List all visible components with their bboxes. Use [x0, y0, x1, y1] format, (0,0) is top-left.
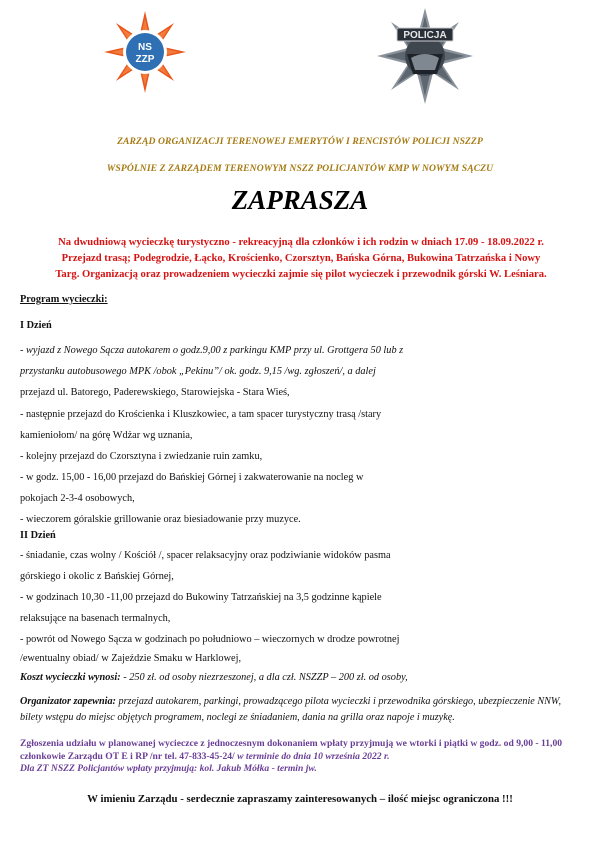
- day2-line-4: relaksujące na basenach termalnych,: [20, 613, 171, 624]
- day1-line-5: kamieniołom/ na górę Wdżar wg uznania,: [20, 430, 193, 441]
- registration-line-2-text: członkowie Zarządu OT E i RP /nr tel. 47-833-45-24/: [20, 750, 238, 762]
- day1-line-8: pokojach 2-3-4 osobowych,: [20, 493, 135, 504]
- intro-text: [16, 235, 586, 283]
- registration-deadline: w terminie do dnia 10 września 2022 r.: [237, 750, 390, 762]
- police-logo-text: POLICJA: [403, 30, 447, 41]
- day1-line-2: przystanku autobusowego MPK /obok „Pekinu”/ ok. godz. 9,15 /wg. zgłoszeń/, a dalej: [20, 366, 376, 377]
- organizer-info: [20, 694, 585, 726]
- registration-line-3: Dla ZT NSZZ Policjantów wpłaty przyjmują: kol. Jakub Mółka - termin jw.: [20, 763, 317, 775]
- svg-text:ZZP: ZZP: [135, 54, 155, 65]
- policja-logo: [375, 6, 475, 106]
- svg-text:NS: NS: [138, 42, 152, 53]
- page-title: ZAPRASZA: [231, 185, 369, 215]
- day1-line-1: - wyjazd z Nowego Sącza autokarem o godz.9,00 z parkingu KMP przy ul. Grottgera 50 lub z: [20, 345, 404, 356]
- registration-info: [20, 738, 590, 776]
- police-star-icon: [375, 6, 475, 106]
- organizer-text: przejazd autokarem, parkingi, prowadzącego pilota wycieczki i przewodnika górskiego, ubezpieczenie NNW, bilety wstępu do miejsc objętych programem, noclegi ze śniadaniem, dania na grilla oraz napoje i muzykę.: [20, 696, 562, 723]
- closing-invitation: W imieniu Zarządu - serdecznie zapraszamy zainteresowanych – ilość miejsc ograniczona !!!: [87, 793, 513, 805]
- day2-line-2: górskiego i okolic z Bańskiej Górnej,: [20, 571, 174, 582]
- cost-label: Koszt wycieczki wynosi:: [20, 672, 121, 683]
- intro-line-2: Przejazd trasą; Podegrodzie, Łącko, Krościenko, Czorsztyn, Bańska Górna, Bukowina Tatrzańska i Nowy: [61, 253, 541, 264]
- day2-line-1: - śniadanie, czas wolny / Kościół /, spacer relaksacyjny oraz podziwianie widoków pasma: [20, 550, 391, 561]
- intro-line-3: Targ. Organizacją oraz prowadzeniem wycieczki zajmie się pilot wycieczek i przewodnik górski W. Leśniara.: [55, 269, 547, 280]
- nszzp-star-icon: [103, 10, 187, 94]
- cost-info: [20, 672, 408, 683]
- day1-line-4: - następnie przejazd do Krościenka i Kluszkowiec, a tam spacer turystyczny trasą /stary: [20, 409, 382, 420]
- nszzp-logo: [103, 10, 187, 94]
- cost-text: - 250 zł. od osoby niezrzeszonej, a dla czł. NSZZP – 200 zł. od osoby,: [120, 672, 408, 683]
- day1-line-3: przejazd ul. Batorego, Paderewskiego, Starowiejska - Stara Wieś,: [20, 387, 290, 398]
- header-line-1: ZARZĄD ORGANIZACJI TERENOWEJ EMERYTÓW I RENCISTÓW POLICJI NSZZP: [117, 136, 483, 147]
- organizer-label: Organizator zapewnia:: [20, 696, 116, 707]
- registration-line-1: Zgłoszenia udziału w planowanej wycieczce z jednoczesnym dokonaniem wpłaty przyjmują we wtorki i piątki w godz. od 9,00 - 11,00: [20, 738, 563, 749]
- day2-line-5: - powrót od Nowego Sącza w godzinach po południowo – wieczornych w drodze powrotnej: [20, 634, 400, 645]
- day1-line-9: - wieczorem góralskie grillowanie oraz biesiadowanie przy muzyce.: [20, 514, 301, 525]
- day2-label: II Dzień: [20, 530, 56, 541]
- registration-line-2: [20, 751, 590, 764]
- program-heading: Program wycieczki:: [20, 294, 108, 305]
- day1-label: I Dzień: [20, 320, 52, 331]
- header-line-2: WSPÓLNIE Z ZARZĄDEM TERENOWYM NSZZ POLICJANTÓW KMP W NOWYM SĄCZU: [106, 163, 494, 174]
- day2-line-6: /ewentualny obiad/ w Zajeździe Smaku w Harklowej,: [20, 653, 242, 664]
- day2-line-3: - w godzinach 10,30 -11,00 przejazd do Bukowiny Tatrzańskiej na 3,5 godzinne kąpiele: [20, 592, 382, 603]
- day1-line-7: - w godz. 15,00 - 16,00 przejazd do Bańskiej Górnej i zakwaterowanie na nocleg w: [20, 472, 364, 483]
- day1-line-6: - kolejny przejazd do Czorsztyna i zwiedzanie ruin zamku,: [20, 451, 263, 462]
- intro-line-1: Na dwudniową wycieczkę turystyczno - rekreacyjną dla członków i ich rodzin w dniach 17.09 - 18.09.2022 r.: [58, 237, 544, 248]
